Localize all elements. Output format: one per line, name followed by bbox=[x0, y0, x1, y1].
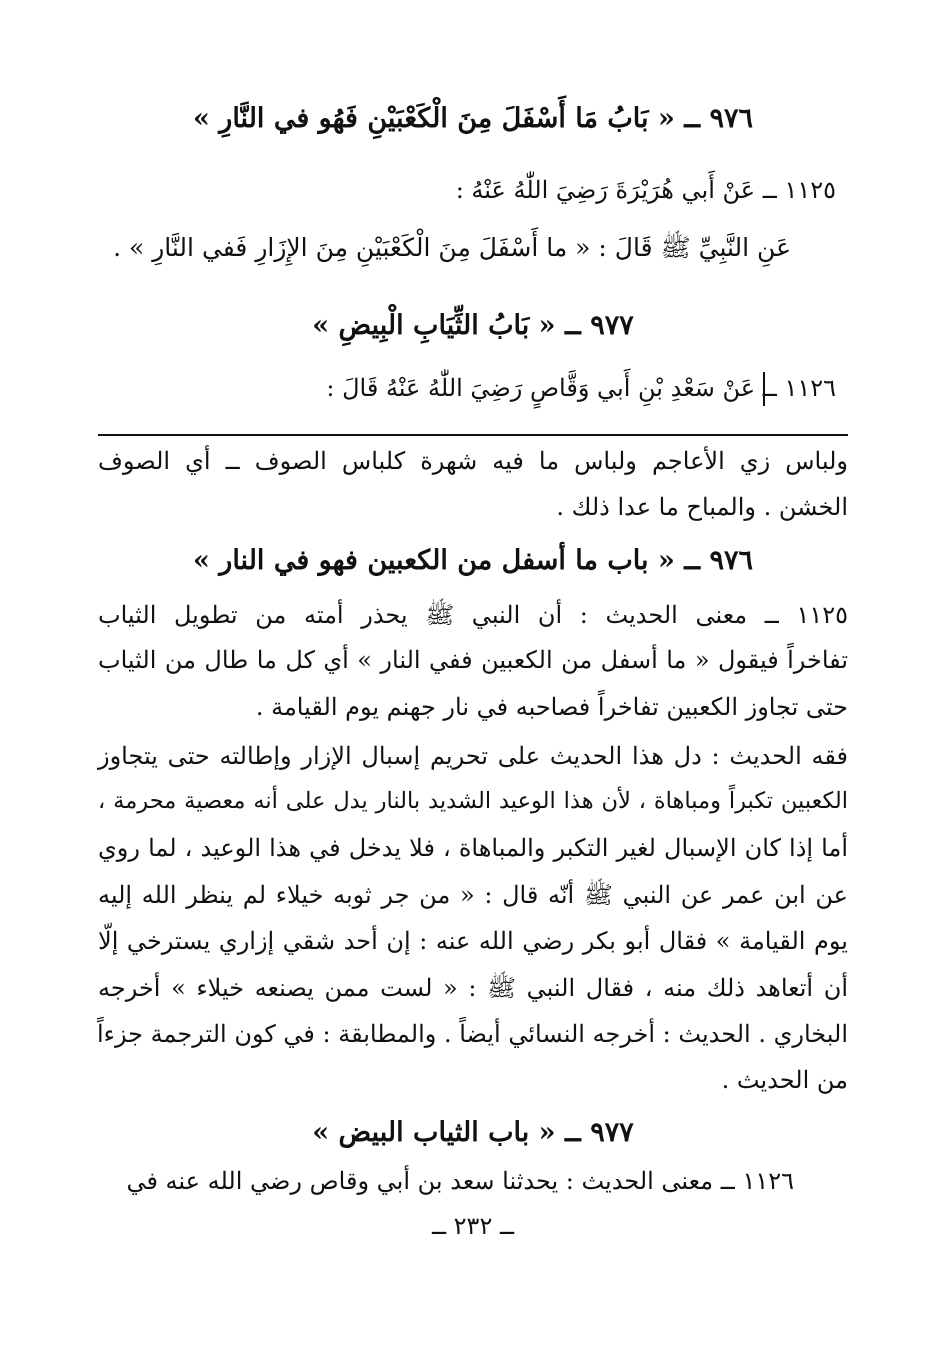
fiqh-line-3: أما إذا كان الإسبال لغير التكبر والمباهاة ، فلا يدخل في هذا الوعيد ، لما روي bbox=[98, 834, 848, 862]
fiqh-line-7: البخاري . الحديث : أخرجه النسائي أيضاً . والمطابقة : في كون الترجمة جزءاً bbox=[96, 1020, 848, 1048]
commentary-1125-line-3: حتى تجاوز الكعبين تفاخراً فصاحبه في نار جهنم يوم القيامة . bbox=[255, 693, 848, 721]
hadith-1126-intro: ١١٢٦ ــ عَنْ سَعْدِ بْنِ أَبي وَقَّاصٍ رَضِيَ اللّٰهُ عَنْهُ قَالَ : bbox=[326, 374, 836, 402]
page-number: ــ ٢٣٢ ــ bbox=[431, 1212, 515, 1240]
fiqh-line-6: أن أتعاهد ذلك منه ، فقال النبي ﷺ : « لست ممن يصنعه خيلاء » أخرجه bbox=[98, 974, 848, 1002]
commentary-prev-line-2: الخشن . والمباح ما عدا ذلك . bbox=[556, 493, 848, 521]
hadith-1125-text: عَنِ النَّبِيِّ ﷺ قَالَ : « ما أَسْفَلَ مِنَ الْكَعْبَيْنِ مِنَ الإِزَارِ فَفي النَّارِ » . bbox=[113, 233, 791, 262]
commentary-heading-976: ٩٧٦ ــ « باب ما أسفل من الكعبين فهو في النار » bbox=[193, 545, 753, 576]
section-divider bbox=[98, 434, 848, 436]
commentary-1125-line-2: تفاخراً فيقول « ما أسفل من الكعبين ففي النار » أي كل ما طال من الثياب bbox=[98, 646, 848, 674]
fiqh-line-5: يوم القيامة » فقال أبو بكر رضي الله عنه : إن أحد شقي إزاري يسترخي إلّا bbox=[98, 927, 848, 955]
commentary-prev-line-1: ولباس زي الأعاجم ولباس ما فيه شهرة كلباس الصوف ــ أي الصوف bbox=[98, 447, 848, 475]
heading-chapter-977: ٩٧٧ ــ « بَابُ الثِّيَابِ الْبِيضِ » bbox=[312, 310, 634, 341]
fiqh-line-4: عن ابن عمر عن النبي ﷺ أنّه قال : « من جر ثوبه خيلاء لم ينظر الله إليه bbox=[98, 881, 848, 909]
heading-chapter-976: ٩٧٦ ــ « بَابُ مَا أَسْفَلَ مِنَ الْكَعْبَيْنِ فَهُو في النَّارِ » bbox=[193, 103, 753, 134]
margin-bar bbox=[763, 372, 765, 406]
fiqh-line-2: الكعبين تكبراً ومباهاة ، لأن هذا الوعيد الشديد بالنار يدل على أنه معصية محرمة ، bbox=[98, 788, 848, 814]
fiqh-line-8: من الحديث . bbox=[721, 1066, 848, 1094]
commentary-heading-977: ٩٧٧ ــ « باب الثياب البيض » bbox=[312, 1117, 634, 1148]
hadith-1125-intro: ١١٢٥ ــ عَنْ أَبي هُرَيْرَةَ رَضِيَ اللّٰهُ عَنْهُ : bbox=[455, 176, 836, 204]
fiqh-line-1: فقه الحديث : دل هذا الحديث على تحريم إسبال الإزار وإطالته حتى يتجاوز bbox=[98, 742, 848, 770]
commentary-1126-line-1: ١١٢٦ ــ معنى الحديث : يحدثنا سعد بن أبي وقاص رضي الله عنه في bbox=[126, 1167, 794, 1195]
commentary-1125-line-1: ١١٢٥ ــ معنى الحديث : أن النبي ﷺ يحذر أمته من تطويل الثياب bbox=[98, 601, 848, 629]
